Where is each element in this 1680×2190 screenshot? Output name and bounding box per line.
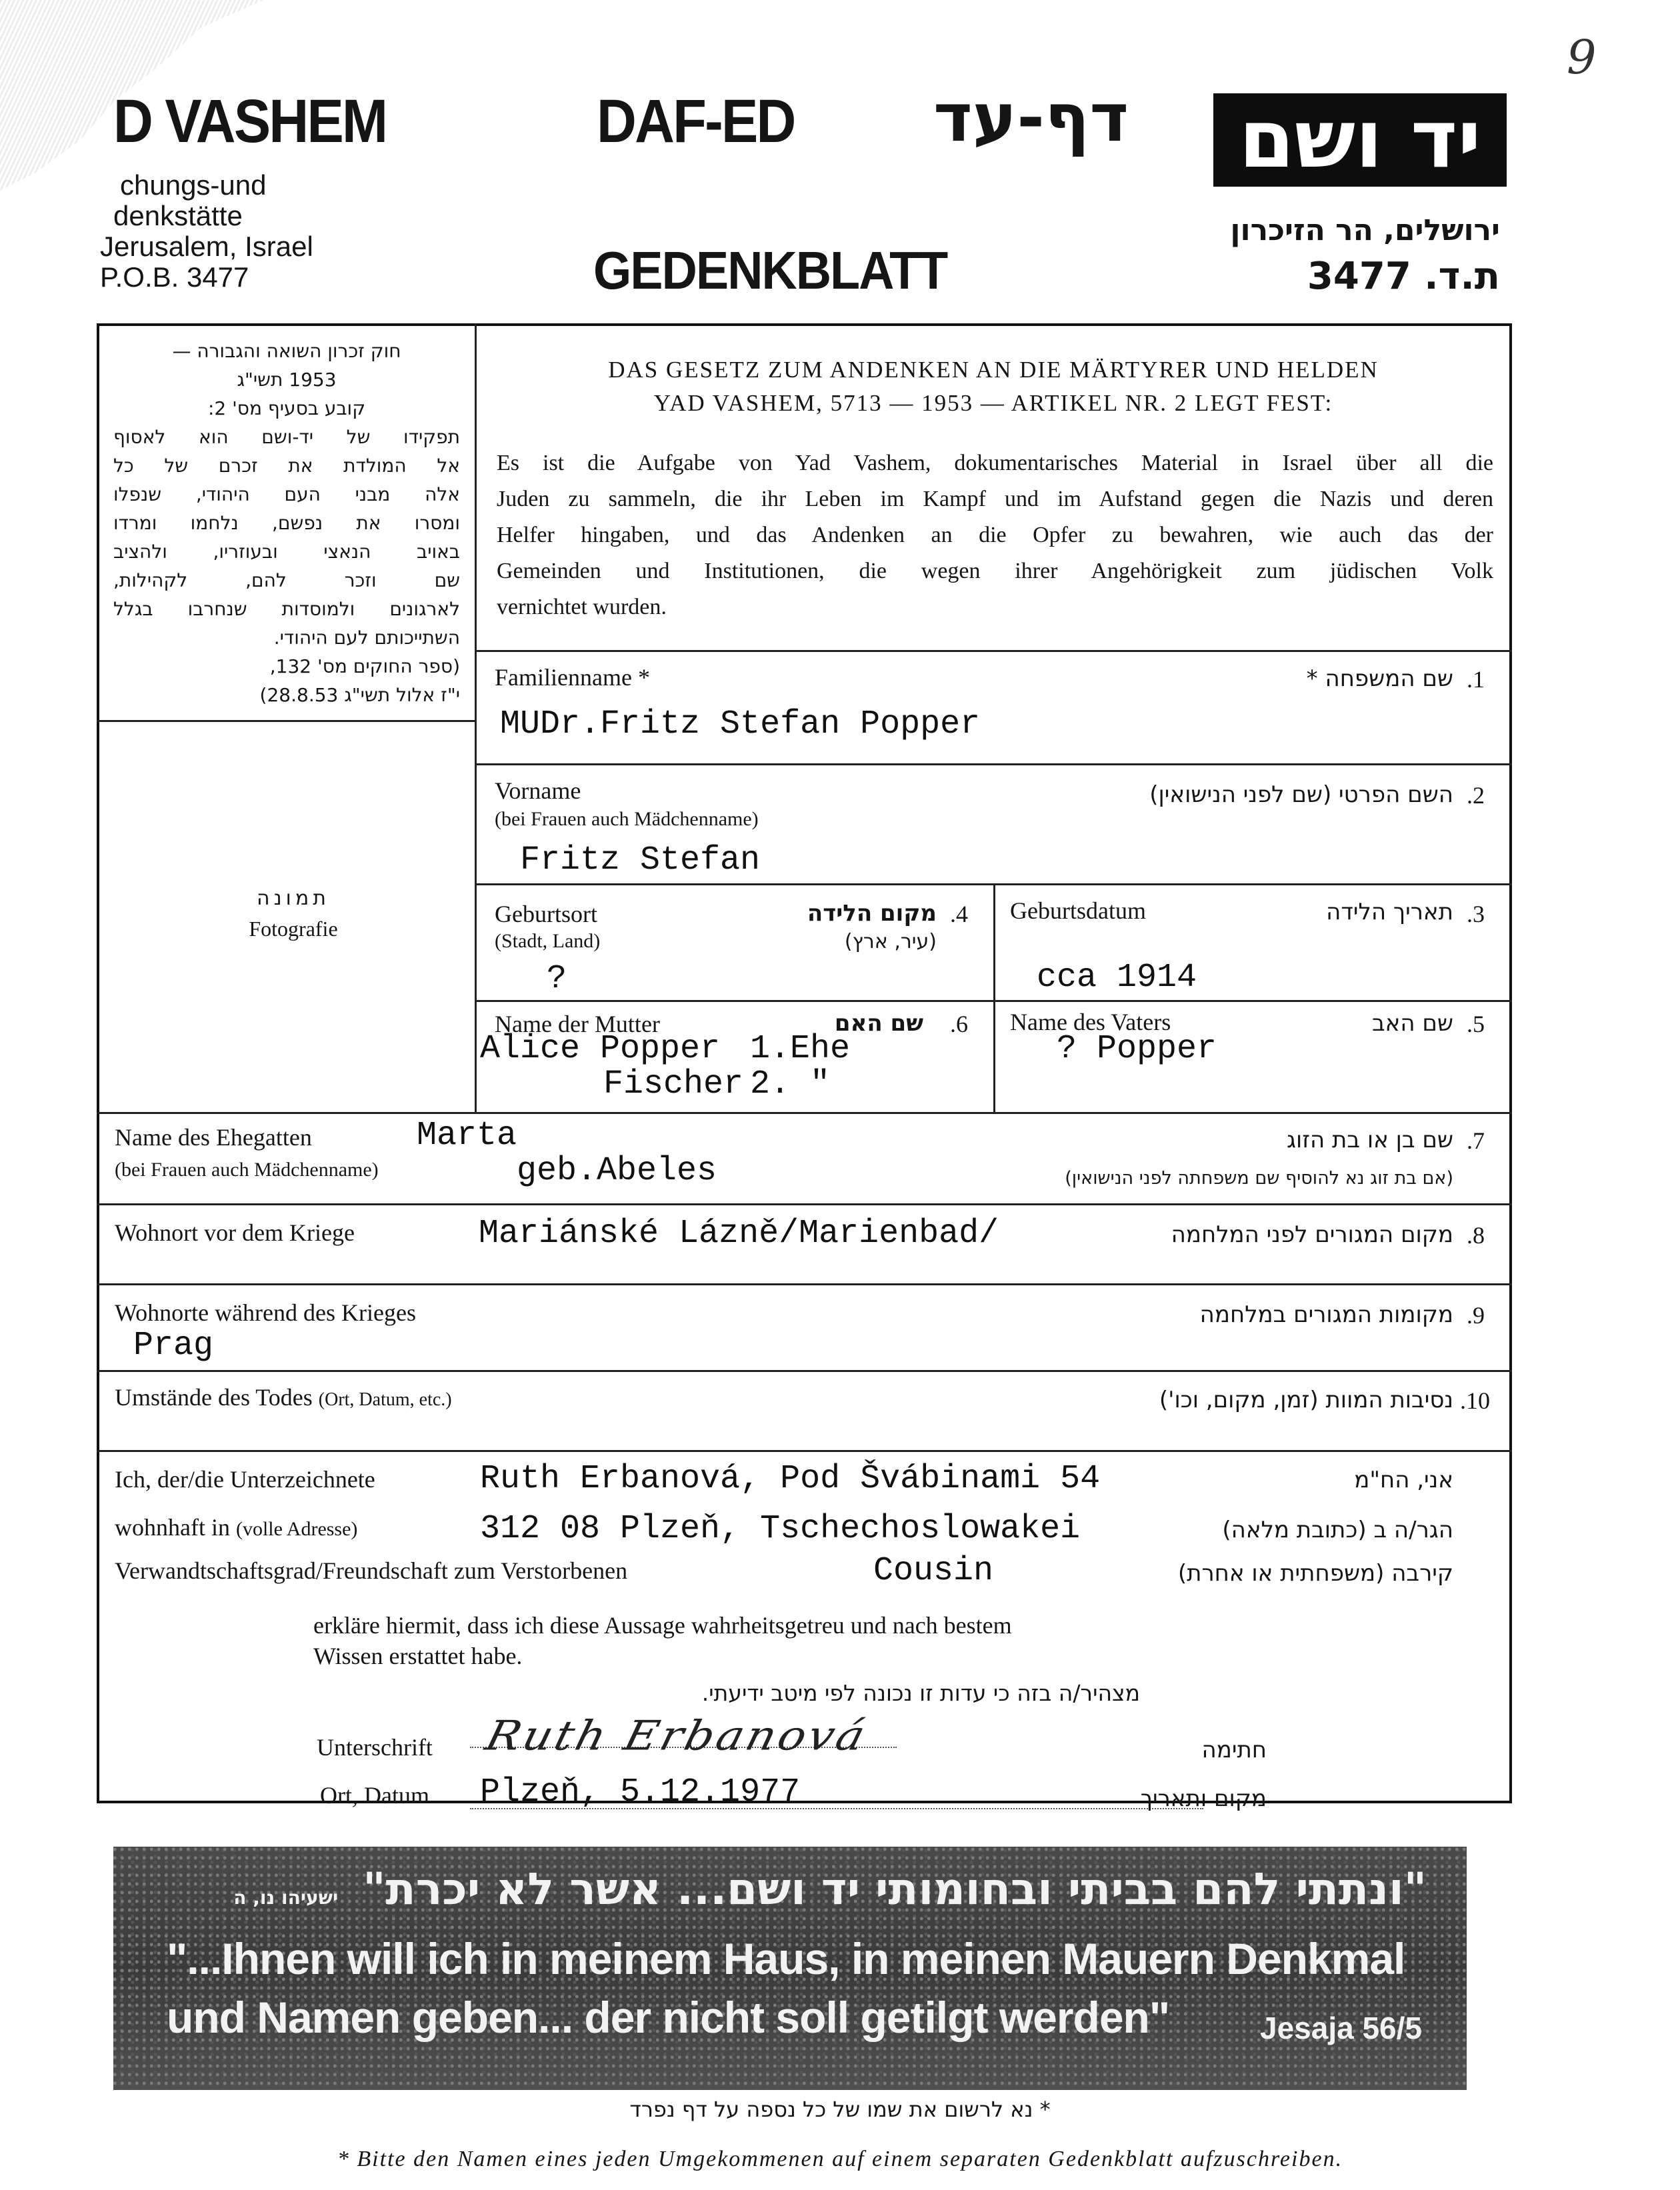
field8-hebrew: מקום המגורים לפני המלחמה [1171,1221,1453,1248]
field9-hebrew: מקומות המגורים במלחמה [1199,1301,1453,1328]
date-hebrew: מקום ותאריך [1140,1785,1267,1812]
field1-family-name[interactable]: MUDr.Fritz Stefan Popper [500,705,981,743]
footer-hebrew-note: * נא לרשום את שמו של כל נספה על דף נפרד [629,2097,1051,2122]
field5-hebrew: שם האב [1371,1010,1453,1037]
banner-german-ref: Jesaja 56/5 [1260,2011,1423,2045]
field8-number: .8 [1467,1222,1485,1249]
field4-hebrew: מקום הלידה [807,900,937,927]
field7-spouse-name[interactable]: Marta [417,1117,517,1155]
field9-residence-during-war[interactable]: Prag [133,1327,214,1365]
pob-hebrew: ת.ד. 3477 [1307,255,1500,298]
field1-number: .1 [1467,666,1485,693]
daf-ed-title: DAF-ED [597,87,795,155]
mid-divider [993,883,995,1113]
field2-sublabel: (bei Frauen auch Mädchenname) [495,808,759,830]
divider-8 [97,1370,1512,1372]
banner-german-line1: "...Ihnen will ich in meinem Haus, in meinen Mauern Denkmal [167,1934,1405,1983]
field6-number: .6 [950,1011,968,1037]
field6-hebrew: שם האם [834,1010,923,1037]
declaration-hebrew: מצהיר/ה בזה כי עדות זו נכונה לפי מיטב ידיעתי. [701,1680,1140,1706]
field2-hebrew: השם הפרטי (שם לפני הנישואין) [1149,781,1453,808]
field4-label: Geburtsort [495,901,597,927]
field10-hebrew: נסיבות המוות (זמן, מקום, וכו') [1159,1387,1453,1413]
law-german-title: DAS GESETZ ZUM ANDENKEN AN DIE MÄRTYRER UND HELDEN YAD VASHEM, 5713 — 1953 — ARTIKEL NR. 2 LEGT FEST: [608,357,1379,416]
banner-german-line2: und Namen geben... der nicht soll getilgt werden" [167,1993,1170,2042]
declarant-relation-label: Verwandtschaftsgrad/Freundschaft zum Verstorbenen [115,1557,628,1584]
header-left-address: chungs-und denkstätte Jerusalem, Israel P.O.B. 3477 [100,169,313,293]
field3-birthdate[interactable]: cca 1914 [1037,959,1197,997]
field4-sublabel: (Stadt, Land) [495,930,601,952]
field4-birthplace[interactable]: ? [547,960,567,998]
signature-hebrew: חתימה [1201,1737,1267,1763]
declarant-address-label: wohnhaft in (volle Adresse) [115,1514,358,1541]
field3-label: Geburtsdatum [1010,897,1146,924]
declarant-relation-value[interactable]: Cousin [873,1552,994,1590]
footer-german-note: * Bitte den Namen eines jeden Umgekommenen auf einem separaten Gedenkblatt aufzuschreiben. [337,2147,1343,2171]
field3-number: .3 [1467,901,1485,927]
field10-number: .10 [1460,1387,1490,1414]
declarant-address-value[interactable]: 312 08 Plzeň, Tschechoslowakei [480,1510,1081,1548]
left-column-divider [475,323,477,1113]
field5-number: .5 [1467,1011,1485,1037]
field6-mother-maiden[interactable]: Fischer [603,1065,744,1103]
field10-label: Umstände des Todes (Ort, Datum, etc.) [115,1384,452,1411]
law-german-body: Es ist die Aufgabe von Yad Vashem, dokumentarisches Material in Israel über all die Juden zu sammeln, die ihr Leben im Kampf und im Aufstand gegen die Nazis und deren Helfer hingaben, und das Andenken an die Opfer zu bewahren, wie auch das der Gemeinden und Institutionen, die wegen ihrer Angehörigkeit zum jüdischen Volk vernichtet wurden. [497,451,1493,619]
field6-note1[interactable]: 1.Ehe [750,1030,851,1068]
law-photo-divider [97,720,475,722]
date-label: Ort, Datum [320,1782,429,1809]
field6-label: Name der Mutter [495,1011,660,1037]
field3-hebrew: תאריך הלידה [1326,899,1453,925]
field8-label: Wohnort vor dem Kriege [115,1219,355,1246]
divider-1 [475,650,1512,652]
field7-hebrew: שם בן או בת הזוג [1286,1127,1453,1153]
field6-mother-name[interactable]: Alice Popper [480,1030,721,1068]
field5-label: Name des Vaters [1010,1009,1171,1035]
divider-7 [97,1283,1512,1285]
field7-label: Name des Ehegatten [115,1124,312,1151]
field7-number: .7 [1467,1127,1485,1154]
law-hebrew-text: חוק זכרון השואה והגבורה — 1953 תשי"ג קובע בסעיף מס' 2: תפקידו של יד-ושם הוא לאסוף אל המולדת את זכרם של כל אלה מבני העם היהודי, שנפלו ומסרו את נפשם, נלחמו ומרדו באויב הנאצי ובעוזריו, ולהציב שם וזכר להם, לקהילות, לארגונים ולמוסדות שנחרבו בגלל השתייכותם לעם היהודי. (ספר החוקים מס' 132, י"ז אלול תשי"ג 28.8.53) [113,340,460,706]
declarant-name-hebrew: אני, הח"מ [1354,1467,1453,1493]
declarant-name-label: Ich, der/die Unterzeichnete [115,1466,375,1493]
page-number: 9 [1567,30,1597,85]
header-left-title: D VASHEM [113,87,387,155]
jerusalem-hebrew: ירושלים, הר הזיכרון [1230,213,1500,247]
declarant-relation-hebrew: קירבה (משפחתית או אחרת) [1177,1560,1453,1587]
signature[interactable]: Ruth Erbanová [481,1712,873,1761]
field6-note2[interactable]: 2. " [750,1065,831,1103]
field2-first-name[interactable]: Fritz Stefan [520,841,761,879]
field5-father-name[interactable]: ? Popper [1057,1030,1217,1068]
daf-ed-hebrew: דף-עד [933,79,1129,157]
field7-spouse-maiden[interactable]: geb.Abeles [517,1152,717,1190]
field7-hebrew-sub: (אם בת זוג נא להוסיף שם משפחתה לפני הנישואין) [1065,1168,1453,1189]
divider-9 [97,1450,1512,1452]
divider-6 [97,1203,1512,1205]
place-date-value[interactable]: Plzeň, 5.12.1977 [480,1773,801,1811]
field1-hebrew: שם המשפחה * [1306,665,1453,692]
field9-number: .9 [1467,1302,1485,1329]
field2-label: Vorname [495,777,581,804]
field9-label: Wohnorte während des Krieges [115,1299,416,1326]
field1-label: Familienname * [495,664,650,691]
declarant-name-value[interactable]: Ruth Erbanová, Pod Švábinami 54 [480,1460,1101,1498]
signature-label: Unterschrift [317,1734,433,1761]
field7-sublabel: (bei Frauen auch Mädchenname) [115,1159,379,1181]
declarant-address-hebrew: הגר/ה ב (כתובת מלאה) [1222,1517,1453,1543]
field2-number: .2 [1467,782,1485,809]
yad-vashem-logo: יד ושם [1213,93,1507,187]
field8-residence-before-war[interactable]: Mariánské Lázně/Marienbad/ [479,1215,999,1253]
field4-number: .4 [950,901,968,927]
scripture-banner [113,1847,1467,2090]
divider-2 [475,763,1512,765]
gedenkblatt-title: GEDENKBLATT [593,241,947,300]
banner-hebrew: "ונתתי להם בביתי ובחומותי יד ושם... אשר לא יכרת" ישעיהו נו, ה [233,1863,1427,1915]
photo-placeholder: תמונה Fotografie [249,887,338,941]
field4-hebrew-sub: (עיר, ארץ) [844,930,937,953]
divider-5 [97,1112,1512,1114]
declaration-german: erkläre hiermit, dass ich diese Aussage wahrheitsgetreu und nach bestem Wissen erstattet habe. [313,1612,1012,1669]
